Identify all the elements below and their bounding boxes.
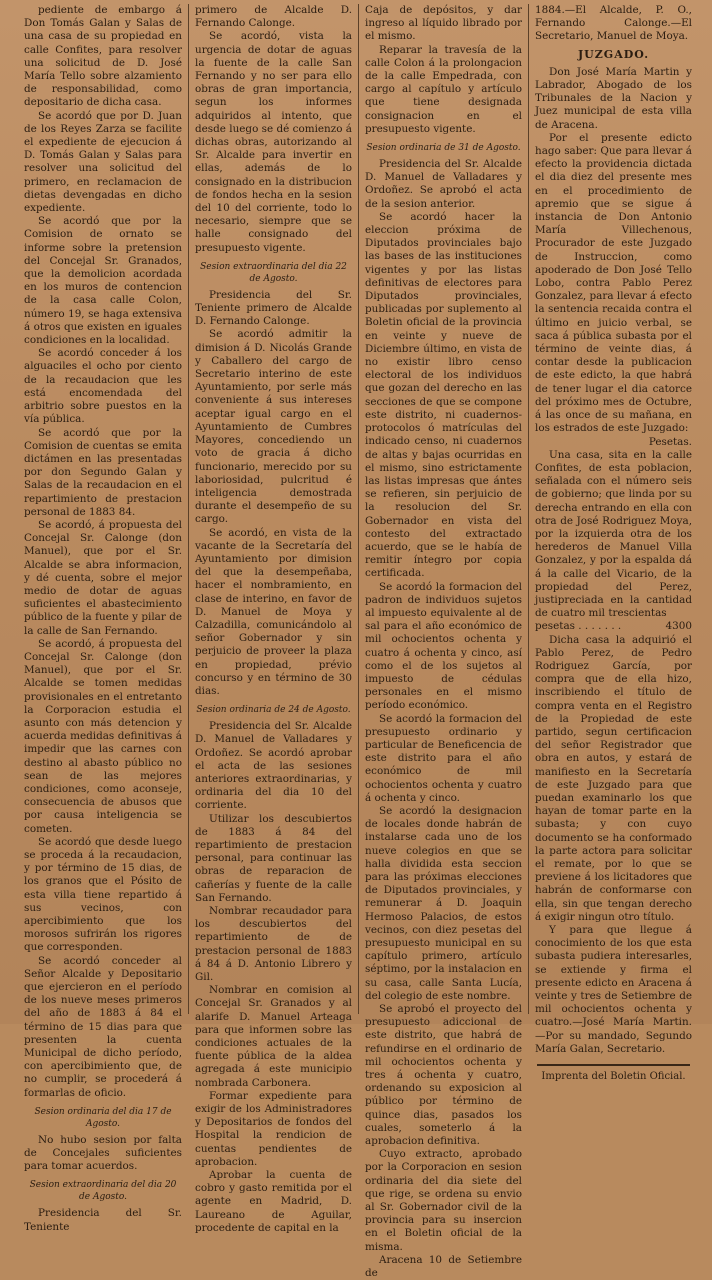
paragraph: Formar expediente para exigir de los Administradores y Depositarios de fondos del Hospital la rendicion de cuentas pendientes de aprobacion. [195, 1089, 352, 1168]
paragraph: Se acordó hacer la eleccion próxima de Diputados provinciales bajo las bases de las instituciones vigentes y por las listas definitivas de electores para Diputados provinciales, publicadas por suplemento al Boletin oficial de la provincia en veinte y nueve de Diciembre último, en vista de no existir libro censo electoral de los individuos que gozan del derecho en las secciones de que se compone este distrito, ni cuadernos-protocolos ó matrículas del indicado censo, ni cuadernos de altas y bajas ocurridas en el mismo, sino estrictamente las listas impresas que ántes se refieren, sin perjuicio de la resolucion del Sr. Gobernador en vista del contesto del extractado acuerdo, que se le había de remitir íntegro por copia certificada. [365, 210, 522, 580]
column-3 [358, 4, 528, 1280]
paragraph: Dicha casa la adquirió el Pablo Perez, de Pedro Rodriguez García, por compra que de ella hizo, inscribiendo el título de compra venta en el Registro de la Propiedad de este partido, segun certificacion del señor Registrador que obra en autos, y estará de manifiesto en la Secretaría de este Juzgado para que puedan examinarlo los que hayan de tomar parte en la subasta; y con cuyo documento se ha conformado la parte actora para solicitar el remate, por lo que se previene á los licitadores que habrán de conformarse con ella, sin que tengan derecho á exigir ningun otro título. [535, 633, 692, 923]
paragraph: Nombrar en comision al Concejal Sr. Granados y al alarife D. Manuel Arteaga para que informen sobre las condiciones actuales de la fuente pública de la aldea agregada á este municipio nombrada Carbonera. [195, 984, 352, 1089]
footer-rule [537, 1064, 690, 1066]
price-line [535, 620, 692, 633]
paragraph: Nombrar recaudador para los descubiertos del repartimiento de de prestacion personal de 1883 á 84 á D. Antonio Librero y Gil. [195, 905, 352, 984]
paragraph: Se acordó que por D. Juan de los Reyes Zarza se facilite el expediente de ejecucion á D. Tomás Galan y Salas para resolver una solicitud del primero, en reclamacion de dietas devengadas en dicho expediente. [24, 109, 182, 215]
paragraph-continuation: Caja de depósitos, y dar ingreso al líquido librado por el mismo. [365, 4, 522, 43]
paragraph: Reparar la travesía de la calle Colon á la prolongacion de la calle Empedrada, con cargo al capítulo y artículo que tiene designada consignacion en el presupuesto vigente. [365, 43, 522, 135]
column-4-blocks [535, 4, 692, 1056]
paragraph: Aracena 10 de Setiembre de [365, 1253, 522, 1280]
imprint-line: Imprenta del Boletin Oficial. [541, 1071, 686, 1083]
column-4 [528, 4, 698, 1083]
paragraph: Presidencia del Sr. Teniente [24, 1207, 182, 1233]
paragraph: Cuyo extracto, aprobado por la Corporacion en sesion ordinaria del dia siete del que rige, se ordena su envio al Sr. Gobernador civil de la provincia para su insercion en el Boletin oficial de la misma. [365, 1148, 522, 1253]
paragraph: Presidencia del Sr. Teniente primero de Alcalde D. Fernando Calonge. [195, 288, 352, 328]
paragraph: Por el presente edicto hago saber: Que para llevar á efecto la providencia dictada el dia diez del presente mes en el procedimiento de apremio que se sigue á instancia de Don Antonio María Villechenous, Procurador de este Juzgado de Instruccion, como apoderado de Don José Tello Lobo, contra Pablo Perez Gonzalez, para llevar á efecto la sentencia recaida contra el último en juicio verbal, se saca á pública subasta por el término de veinte dias, á contar desde la publicacion de este edicto, la que habrá de tener lugar el dia catorce del próximo mes de Octubre, á las once de su mañana, en los estrados de este Juzgado: [535, 131, 692, 435]
paragraph: Se acordó que por la Comision de ornato se informe sobre la pretension del Concejal Sr. Granados, que la demolicion acordada en los muros de contencion de la casa calle Colon, número 19, se haga extensiva á otros que existen en iguales condiciones en la localidad. [24, 215, 182, 347]
session-heading: Sesion ordinaria del dia 17 de Agosto. [34, 1106, 172, 1129]
paragraph: Se acordó conceder á los alguaciles el ocho por ciento de la recaudacion que les está encomendada del arbitrio sobre puestos en la vía pública. [24, 347, 182, 426]
paragraph: Una casa, sita en la calle Confites, de esta poblacion, señalada con el número seis de gobierno; que linda por su derecha entrando en ella con otra de José Rodriguez Moya, por la izquierda otra de los herederos de Manuel Villa Gonzalez, y por la espalda dá á la calle del Vicario, de la propiedad del Perez, justipreciada en la cantidad de cuatro mil trescientas [535, 448, 692, 620]
paragraph: Se acordó, en vista de la vacante de la Secretaría del Ayuntamiento por dimision del que la desempeñaba, hacer el nombramiento, en clase de interino, en favor de D. Manuel de Moya y Calzadilla, comunicándolo al señor Gobernador y sin perjuicio de proveer la plaza en propiedad, prévio concurso y en término de 30 dias. [195, 526, 352, 697]
paragraph: Se acordó, á propuesta del Concejal Sr. Calonge (don Manuel), que por el Sr. Alcalde se abra informacion, y dé cuenta, sobre el mejor medio de dotar de aguas suficientes el abastecimiento público de la fuente y pilar de la calle de San Fernando. [24, 518, 182, 637]
paragraph: Presidencia del Sr. Alcalde D. Manuel de Valladares y Ordoñez. Se acordó aprobar el acta de las sesiones anteriores extraordinarias, y ordinaria del dia 10 del corriente. [195, 720, 352, 812]
paragraph: Se acordó conceder al Señor Alcalde y Depositario que ejercieron en el período de los nueve meses primeros del año de 1883 á 84 el término de 15 dias para que presenten la cuenta Municipal de dicho período, con apercibimiento que, de no cumplir, se procederá á formarlas de oficio. [24, 954, 182, 1099]
session-heading: Sesion extraordinaria del dia 22 de Agosto. [200, 261, 347, 284]
paragraph-continuation: primero de Alcalde D. Fernando Calonge. [195, 4, 352, 30]
paragraph: Se acordó la formacion del presupuesto ordinario y particular de Beneficencia de este distrito para el año económico de mil ochocientos ochenta y cuatro á ochenta y cinco. [365, 712, 522, 804]
paragraph: Don José María Martin y Labrador, Abogado de los Tribunales de la Nacion y Juez municipal de esta villa de Aracena. [535, 65, 692, 131]
column-container [18, 4, 704, 1280]
price-label: pesetas . . . . . . . [535, 620, 622, 633]
price-amount: 4300 [665, 620, 692, 633]
column-2 [188, 4, 358, 1234]
currency-label: Pesetas. [648, 435, 692, 448]
paragraph: Se acordó, á propuesta del Concejal Sr. Calonge (don Manuel), que por el Sr. Alcalde se tomen medidas provisionales en el entretanto la Corporacion estudia el asunto con más detencion y acuerda medidas definitivas á impedir que las carnes con destino al abasto público no sean de las mejores condiciones, como aconseje, consecuencia de abusos que por causa inteligencia se cometen. [24, 637, 182, 835]
column-1 [18, 4, 188, 1233]
section-heading: JUZGADO. [577, 47, 650, 61]
paragraph: Se acordó la formacion del padron de individuos sujetos al impuesto equivalente al de sal para el año económico de mil ochocientos ochenta y cuatro á ochenta y cinco, así como el de los sujetos al impuesto de cédulas personales en el mismo período económico. [365, 580, 522, 712]
paragraph: Se acordó la designacion de locales donde habrán de instalarse cada uno de los nueve colegios en que se halla dividida esta seccion para las próximas elecciones de Diputados provinciales, y remunerar á D. Joaquin Hermoso Palacios, de estos vecinos, con diez pesetas del presupuesto municipal en su capítulo primero, artículo séptimo, por la instalacion en su casa, calle Santa Lucía, del colegio de este nombre. [365, 804, 522, 1002]
paragraph: Utilizar los descubiertos de 1883 á 84 del repartimiento de prestacion personal, para continuar las obras de reparacion de cañerías y fuente de la calle San Fernando. [195, 812, 352, 904]
paragraph: Se acordó admitir la dimision á D. Nicolás Grande y Caballero del cargo de Secretario interino de este Ayuntamiento, por serle más conveniente á sus intereses aceptar igual cargo en el Ayuntamiento de Cumbres Mayores, concediendo un voto de gracia á dicho funcionario, merecido por su laboriosidad, pulcritud é inteligencia demostrada durante el desempeño de su cargo. [195, 328, 352, 526]
session-heading: Sesion extraordinaria del dia 20 de Agosto. [29, 1180, 177, 1203]
paragraph: Se aprobó el proyecto del presupuesto adiccional de este distrito, que habrá de refundirse en el ordinario de mil ochocientos ochenta y tres á ochenta y cuatro, ordenando su exposicion al público por término de quince dias, pasados los cuales, someterlo á la aprobacion definitiva. [365, 1003, 522, 1148]
paragraph: Y para que llegue á conocimiento de los que esta subasta pudiera interesarles, se extiende y firma el presente edicto en Aracena á veinte y tres de Setiembre de mil ochocientos ochenta y cuatro.—José María Martin.—Por su mandado, Segundo María Galan, Secretario. [535, 924, 692, 1055]
session-heading: Sesion ordinaria de 24 de Agosto. [196, 705, 351, 716]
session-heading: Sesion ordinaria de 31 de Agosto. [366, 143, 521, 154]
paragraph: Presidencia del Sr. Alcalde D. Manuel de Valladares y Ordoñez. Se aprobó el acta de la sesion anterior. [365, 158, 522, 210]
paragraph: No hubo sesion por falta de Concejales suficientes para tomar acuerdos. [24, 1133, 182, 1173]
paragraph: Se acordó que desde luego se proceda á la recaudacion, y por término de 15 dias, de los granos que el Pósito de esta villa tiene repartido á sus vecinos, con apercibimiento que los morosos sufrirán los rigores que corresponden. [24, 835, 182, 954]
paragraph-continuation: 1884.—El Alcalde, P. O., Fernando Calonge.—El Secretario, Manuel de Moya. [535, 4, 692, 43]
paragraph: pediente de embargo á Don Tomás Galan y Salas de una casa de su propiedad en calle Confites, para resolver una solicitud de D. José María Tello sobre alzamiento de responsabilidad, como depositario de dicha casa. [24, 4, 182, 109]
paragraph: Se acordó, vista la urgencia de dotar de aguas la fuente de la calle San Fernando y no ser para ello obras de gran importancia, segun los informes adquiridos al intento, que desde luego se dé comienzo á dichas obras, autorizando al Sr. Alcalde para invertir en ellas, además de lo consignado en la distribucion de fondos hecha en la sesion del 10 del corriente, todo lo necesario, siempre que se halle consignado del presupuesto vigente. [195, 30, 352, 254]
paragraph: Aprobar la cuenta de cobro y gasto remitida por el agente en Madrid, D. Laureano de Aguilar, procedente de capital en la [195, 1169, 352, 1234]
paragraph: Se acordó que por la Comision de cuentas se emita dictámen en las presentadas por don Segundo Galan y Salas de la recaudacion en el repartimiento de prestacion personal de 1883 84. [24, 426, 182, 518]
